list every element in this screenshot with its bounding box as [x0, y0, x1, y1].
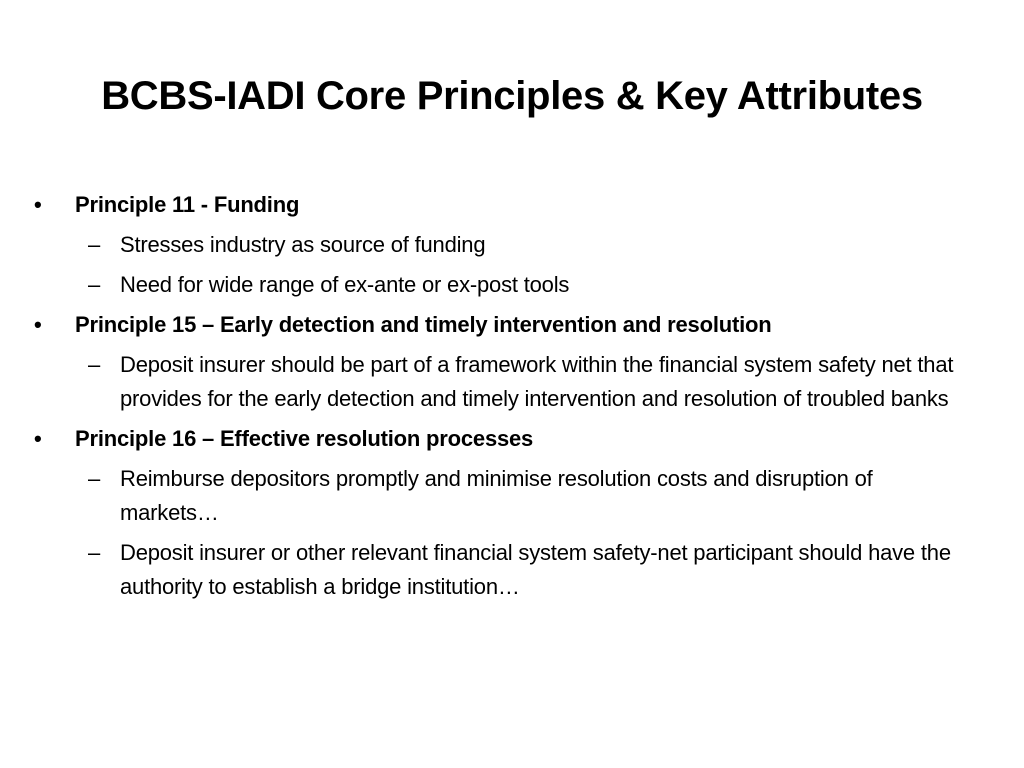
principle-11-point-2 [34, 268, 964, 302]
point-text: Deposit insurer or other relevant financial system safety-net participant should have the authority to establish a bridge institution… [120, 540, 951, 599]
dash-icon: – [88, 232, 101, 257]
principle-16-point-1 [34, 462, 964, 530]
dash-icon: – [88, 352, 101, 377]
principle-16-heading [34, 422, 964, 456]
dash-icon: – [88, 540, 101, 565]
principle-15-heading [34, 308, 964, 342]
point-text: Need for wide range of ex-ante or ex-post tools [120, 272, 570, 297]
bullet-icon: • [34, 192, 42, 217]
principle-16-point-2 [34, 536, 964, 604]
principle-11-point-1 [34, 228, 964, 262]
point-text: Deposit insurer should be part of a framework within the financial system safety net that provides for the early detection and timely intervention and resolution of troubled banks [120, 352, 954, 411]
principle-15-point-1 [34, 348, 964, 416]
dash-icon: – [88, 272, 101, 297]
principle-heading-text: Principle 11 - Funding [75, 192, 300, 217]
principle-heading-text: Principle 15 – Early detection and timely intervention and resolution [75, 312, 772, 337]
bullet-icon: • [34, 312, 42, 337]
point-text: Stresses industry as source of funding [120, 232, 486, 257]
principle-heading-text: Principle 16 – Effective resolution processes [75, 426, 534, 451]
slide-title: BCBS-IADI Core Principles & Key Attributes [101, 74, 923, 118]
slide-body [34, 188, 964, 610]
principle-11-heading [34, 188, 964, 222]
bullet-icon: • [34, 426, 42, 451]
point-text: Reimburse depositors promptly and minimise resolution costs and disruption of markets… [120, 466, 873, 525]
dash-icon: – [88, 466, 101, 491]
